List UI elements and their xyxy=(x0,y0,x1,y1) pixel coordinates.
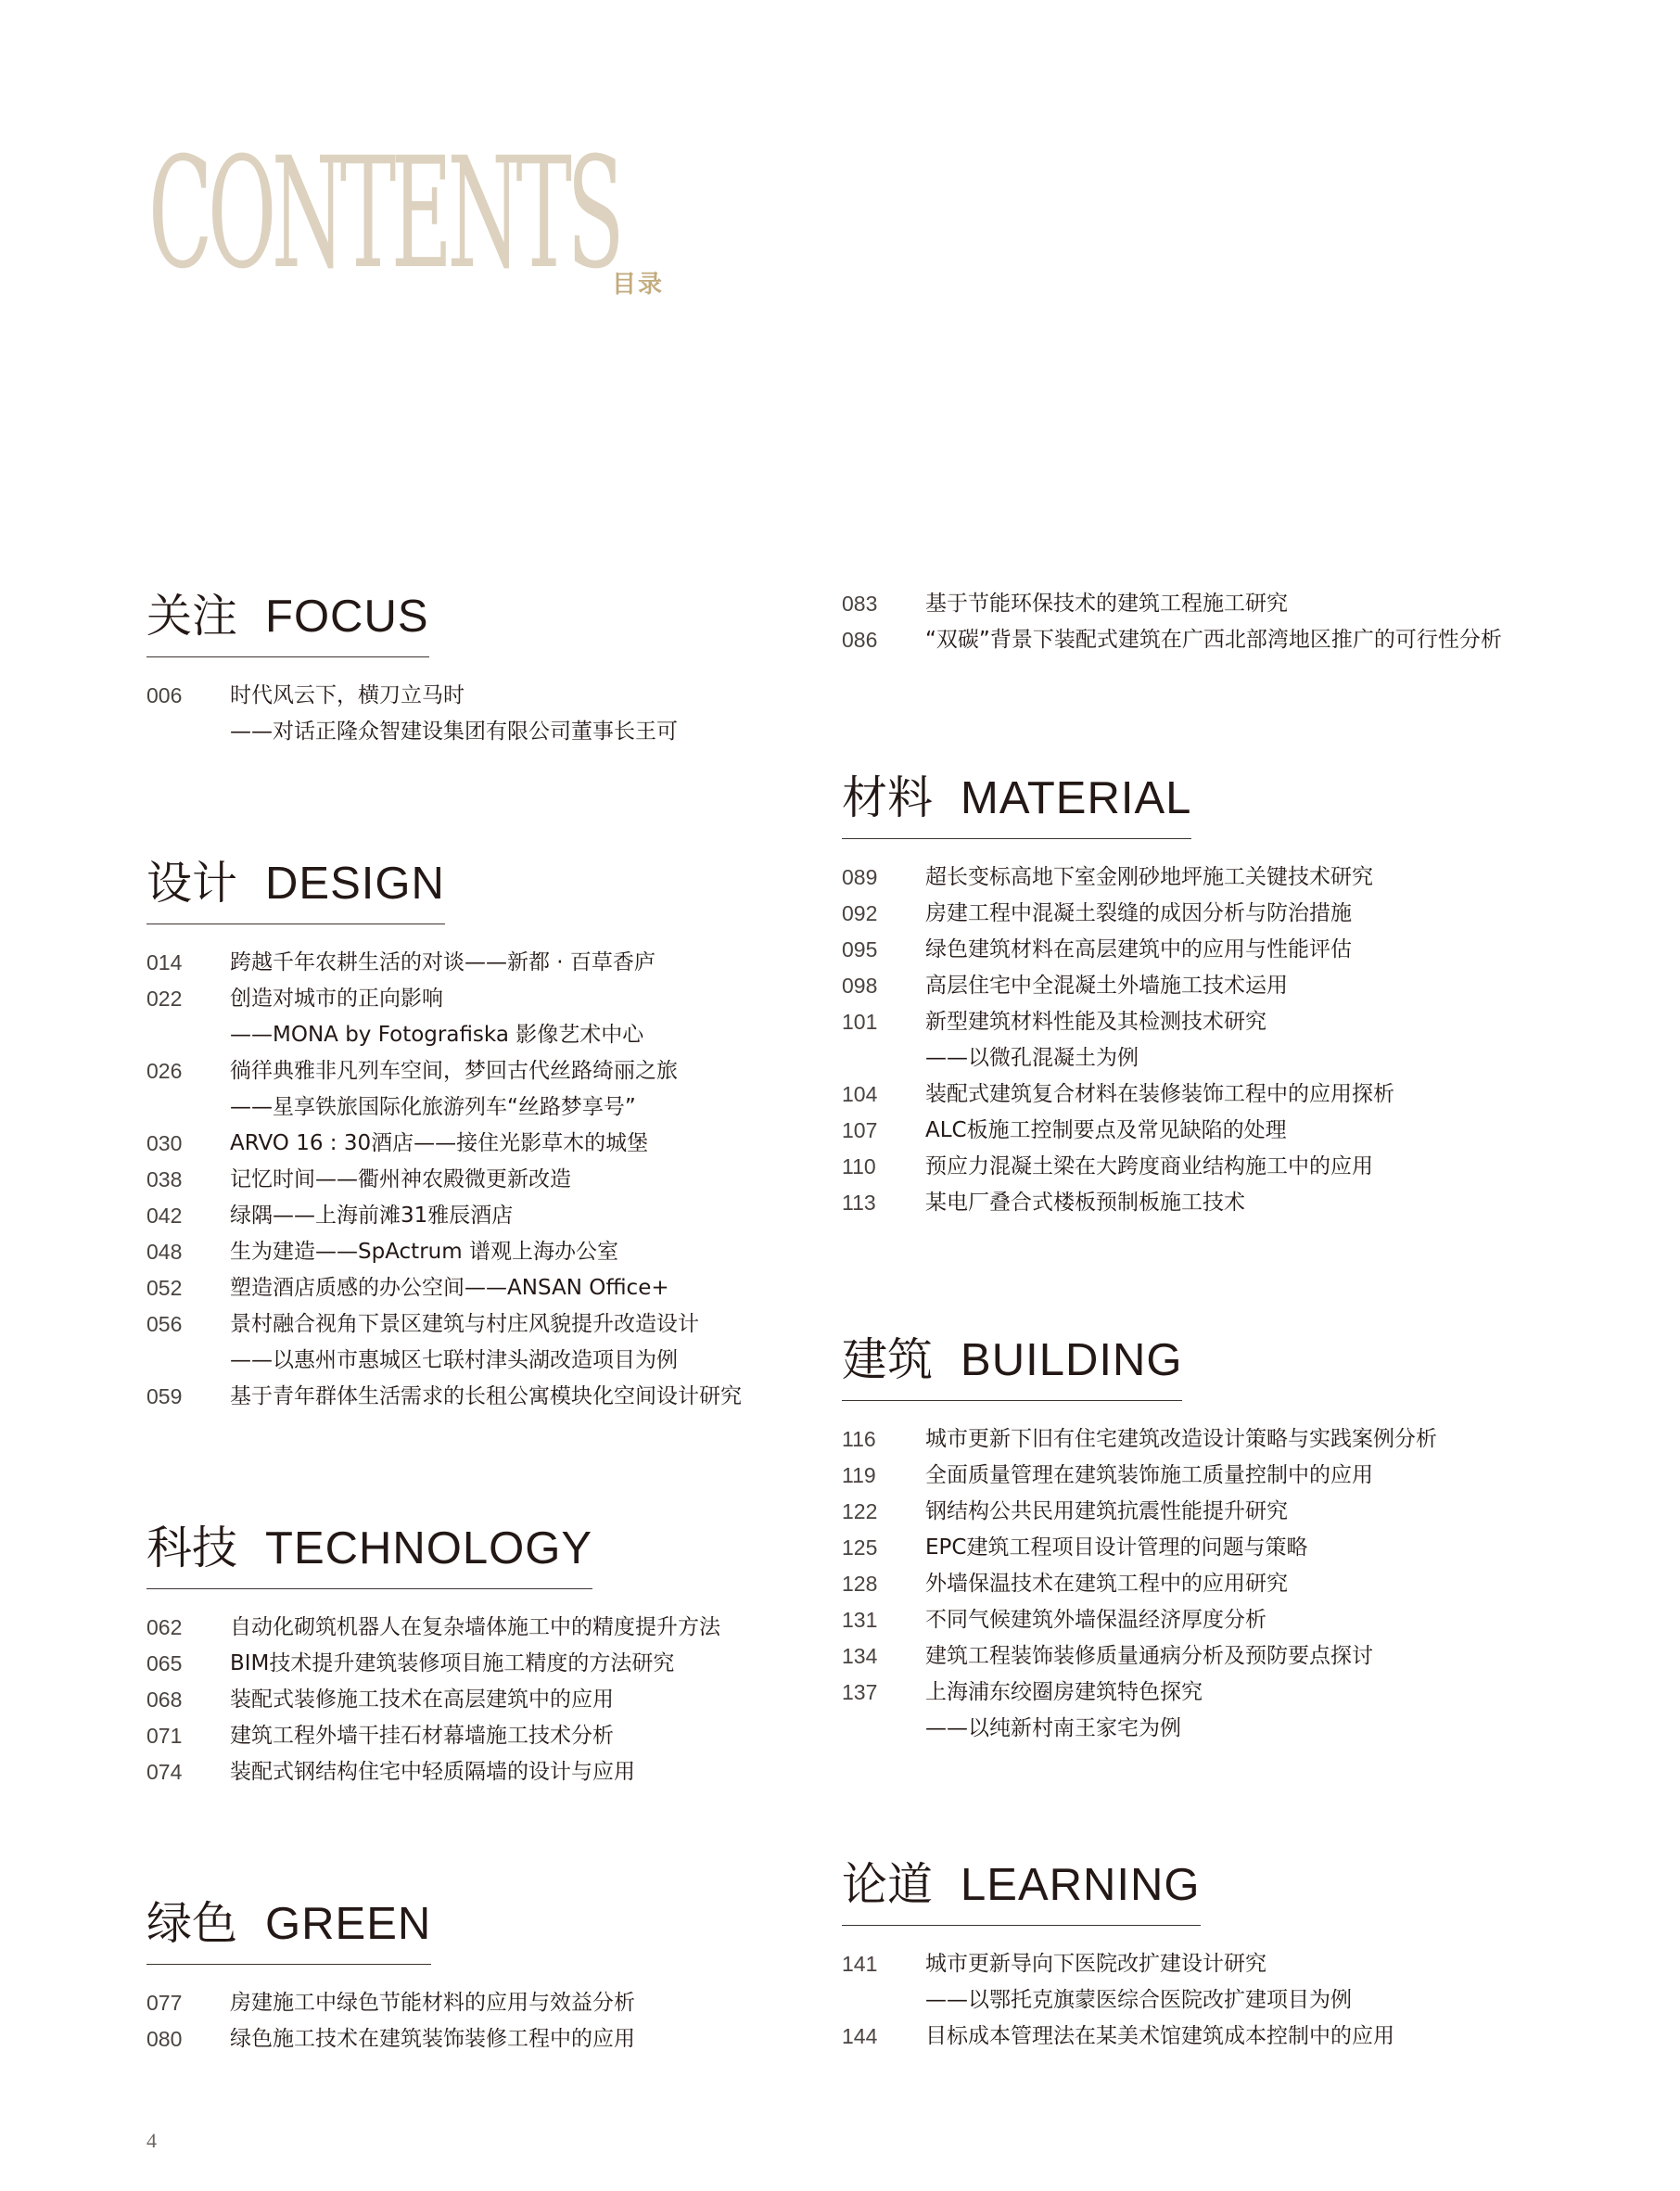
entry-page-number: 080 xyxy=(146,2027,183,2051)
entry-page-number: 141 xyxy=(842,1952,878,1976)
entry-page-number: 038 xyxy=(146,1167,183,1191)
entry-page-number: 098 xyxy=(842,974,878,998)
entry-title: 塑造酒店质感的办公空间——ANSAN Office+ xyxy=(230,1276,669,1300)
entry-title: 高层住宅中全混凝土外墙施工技术运用 xyxy=(925,974,1288,998)
entry-title: 超长变标高地下室金刚砂地坪施工关键技术研究 xyxy=(925,865,1373,889)
entry-page-number: 030 xyxy=(146,1131,183,1155)
section-heading xyxy=(842,771,1192,839)
entry-title: 跨越千年农耕生活的对谈——新都 · 百草香庐 xyxy=(230,950,655,974)
entry-title: 景村融合视角下景区建筑与村庄风貌提升改造设计 xyxy=(230,1312,699,1336)
entry-title: 记忆时间——衢州神农殿微更新改造 xyxy=(230,1167,571,1191)
entry-page-number: 144 xyxy=(842,2024,878,2048)
entry-title: 建筑工程外墙干挂石材幕墙施工技术分析 xyxy=(230,1724,614,1748)
toc-entry[interactable] xyxy=(842,1113,1394,1149)
entry-subtitle: ——以微孔混凝土为例 xyxy=(925,1046,1139,1070)
entry-title: EPC建筑工程项目设计管理的问题与策略 xyxy=(925,1535,1308,1560)
entry-title: 基于青年群体生活需求的长租公寓模块化空间设计研究 xyxy=(230,1384,742,1408)
toc-entry[interactable] xyxy=(842,622,1502,658)
entry-page-number: 048 xyxy=(146,1240,183,1264)
entry-title: 基于节能环保技术的建筑工程施工研究 xyxy=(925,592,1288,616)
toc-entry[interactable] xyxy=(842,1566,1437,1602)
entry-title: 房建施工中绿色节能材料的应用与效益分析 xyxy=(230,1991,635,2015)
entry-title: 绿隅——上海前滩31雅辰酒店 xyxy=(230,1204,514,1228)
entry-page-number: 113 xyxy=(842,1191,876,1215)
entry-title: 不同气候建筑外墙保温经济厚度分析 xyxy=(925,1608,1266,1632)
entry-subtitle: ——对话正隆众智建设集团有限公司董事长王可 xyxy=(230,720,678,744)
toc-entry[interactable] xyxy=(842,932,1394,968)
entry-list xyxy=(842,1946,1394,2055)
contents-subtitle: 目录 xyxy=(612,271,665,299)
entry-title: “双碳”背景下装配式建筑在广西北部湾地区推广的可行性分析 xyxy=(925,628,1502,652)
entry-page-number: 119 xyxy=(842,1463,876,1487)
section-heading-zh: 科技 xyxy=(146,1522,238,1574)
entry-list xyxy=(842,860,1394,1221)
entry-title: 房建工程中混凝土裂缝的成因分析与防治措施 xyxy=(925,901,1352,925)
entry-page-number: 068 xyxy=(146,1688,183,1712)
entry-list xyxy=(146,1985,635,2057)
toc-entry-subtitle-row xyxy=(842,1711,1437,1747)
entry-title: 全面质量管理在建筑装饰施工质量控制中的应用 xyxy=(925,1463,1373,1487)
toc-entry[interactable] xyxy=(146,678,678,714)
toc-entry[interactable] xyxy=(146,1162,742,1198)
toc-entry[interactable] xyxy=(146,1379,742,1415)
entry-page-number: 062 xyxy=(146,1615,183,1639)
entry-title: ALC板施工控制要点及常见缺陷的处理 xyxy=(925,1118,1287,1142)
toc-entry[interactable] xyxy=(842,1421,1437,1458)
toc-entry[interactable] xyxy=(146,1270,742,1306)
toc-entry[interactable] xyxy=(842,860,1394,896)
entry-title: 预应力混凝土梁在大跨度商业结构施工中的应用 xyxy=(925,1154,1373,1178)
toc-entry[interactable] xyxy=(842,968,1394,1004)
section-heading-en: MATERIAL xyxy=(961,773,1192,823)
entry-title: 上海浦东绞圈房建筑特色探究 xyxy=(925,1680,1203,1704)
entry-page-number: 137 xyxy=(842,1680,878,1704)
entry-page-number: 107 xyxy=(842,1118,878,1142)
toc-section xyxy=(842,1858,1394,2055)
entry-title: 新型建筑材料性能及其检测技术研究 xyxy=(925,1010,1266,1034)
section-heading xyxy=(146,1897,432,1965)
toc-entry[interactable] xyxy=(842,1675,1437,1711)
toc-entry[interactable] xyxy=(146,945,742,981)
entry-page-number: 110 xyxy=(842,1154,876,1178)
toc-entry-subtitle-row xyxy=(146,1089,742,1126)
entry-title: 钢结构公共民用建筑抗震性能提升研究 xyxy=(925,1499,1288,1523)
entry-page-number: 065 xyxy=(146,1651,183,1675)
toc-entry[interactable] xyxy=(842,1494,1437,1530)
entry-page-number: 095 xyxy=(842,937,878,962)
section-heading-en: BUILDING xyxy=(961,1335,1183,1385)
toc-entry[interactable] xyxy=(146,1198,742,1234)
toc-entry[interactable] xyxy=(842,896,1394,932)
entry-title: 装配式钢结构住宅中轻质隔墙的设计与应用 xyxy=(230,1760,635,1784)
entry-title: 创造对城市的正向影响 xyxy=(230,987,443,1011)
toc-section xyxy=(146,857,742,1415)
toc-entry[interactable] xyxy=(146,1053,742,1089)
section-heading-zh: 绿色 xyxy=(146,1897,238,1950)
entry-list xyxy=(146,678,678,750)
entry-page-number: 128 xyxy=(842,1572,878,1596)
toc-section xyxy=(146,590,678,750)
entry-list xyxy=(842,586,1502,658)
entry-page-number: 052 xyxy=(146,1276,183,1300)
entry-subtitle: ——以惠州市惠城区七联村津头湖改造项目为例 xyxy=(230,1348,678,1372)
entry-list xyxy=(842,1421,1437,1747)
toc-entry[interactable] xyxy=(842,1602,1437,1638)
section-heading-zh: 论道 xyxy=(842,1858,934,1911)
entry-page-number: 014 xyxy=(146,950,183,974)
entry-page-number: 101 xyxy=(842,1010,878,1034)
entry-page-number: 089 xyxy=(842,865,878,889)
section-heading-en: DESIGN xyxy=(265,859,445,909)
entry-title: 绿色建筑材料在高层建筑中的应用与性能评估 xyxy=(925,937,1352,962)
entry-title: ARVO 16 : 30酒店——接住光影草木的城堡 xyxy=(230,1131,649,1155)
entry-page-number: 059 xyxy=(146,1384,183,1408)
section-heading-zh: 建筑 xyxy=(842,1333,934,1386)
toc-entry[interactable] xyxy=(842,2019,1394,2055)
toc-entry[interactable] xyxy=(842,1076,1394,1113)
section-heading-en: TECHNOLOGY xyxy=(265,1523,593,1573)
toc-section xyxy=(842,771,1394,1221)
toc-entry[interactable] xyxy=(146,1754,720,1790)
toc-section xyxy=(842,586,1502,658)
entry-page-number: 042 xyxy=(146,1204,183,1228)
entry-title: 时代风云下，横刀立马时 xyxy=(230,683,465,707)
toc-entry[interactable] xyxy=(842,1004,1394,1040)
entry-title: BIM技术提升建筑装修项目施工精度的方法研究 xyxy=(230,1651,675,1675)
entry-page-number: 071 xyxy=(146,1724,183,1748)
section-heading-zh: 材料 xyxy=(842,771,934,824)
toc-entry[interactable] xyxy=(842,1458,1437,1494)
contents-title: CONTENTS xyxy=(148,124,620,302)
entry-page-number: 026 xyxy=(146,1059,183,1083)
section-heading-en: GREEN xyxy=(265,1899,432,1949)
toc-entry[interactable] xyxy=(842,1530,1437,1566)
section-heading xyxy=(842,1333,1183,1401)
section-heading xyxy=(146,590,429,657)
entry-title: 徜徉典雅非凡列车空间，梦回古代丝路绮丽之旅 xyxy=(230,1059,678,1083)
entry-list xyxy=(146,945,742,1415)
entry-title: 建筑工程装饰装修质量通病分析及预防要点探讨 xyxy=(925,1644,1373,1668)
entry-title: 外墙保温技术在建筑工程中的应用研究 xyxy=(925,1572,1288,1596)
toc-entry[interactable] xyxy=(146,1718,720,1754)
entry-title: 某电厂叠合式楼板预制板施工技术 xyxy=(925,1191,1245,1215)
entry-page-number: 077 xyxy=(146,1991,183,2015)
toc-entry[interactable] xyxy=(146,1610,720,1646)
entry-page-number: 074 xyxy=(146,1760,183,1784)
toc-entry-subtitle-row xyxy=(146,714,678,750)
toc-entry-subtitle-row xyxy=(842,1040,1394,1076)
toc-entry-subtitle-row xyxy=(146,1017,742,1053)
toc-entry[interactable] xyxy=(146,1126,742,1162)
entry-title: 装配式建筑复合材料在装修装饰工程中的应用探析 xyxy=(925,1082,1394,1106)
entry-subtitle: ——MONA by Fotografiska 影像艺术中心 xyxy=(230,1023,644,1047)
entry-list xyxy=(146,1610,720,1790)
section-heading-en: FOCUS xyxy=(265,592,429,642)
section-heading xyxy=(146,1522,593,1589)
entry-title: 城市更新导向下医院改扩建设计研究 xyxy=(925,1952,1266,1976)
toc-entry[interactable] xyxy=(146,1682,720,1718)
toc-entry[interactable] xyxy=(842,1638,1437,1675)
entry-page-number: 092 xyxy=(842,901,878,925)
toc-entry[interactable] xyxy=(146,2021,635,2057)
toc-section xyxy=(842,1333,1437,1747)
entry-title: 装配式装修施工技术在高层建筑中的应用 xyxy=(230,1688,614,1712)
toc-entry[interactable] xyxy=(842,1185,1394,1221)
entry-title: 目标成本管理法在某美术馆建筑成本控制中的应用 xyxy=(925,2024,1394,2048)
toc-entry-subtitle-row xyxy=(146,1343,742,1379)
toc-entry-subtitle-row xyxy=(842,1982,1394,2019)
entry-title: 城市更新下旧有住宅建筑改造设计策略与实践案例分析 xyxy=(925,1427,1437,1451)
entry-page-number: 083 xyxy=(842,592,878,616)
toc-entry[interactable] xyxy=(146,1646,720,1682)
entry-subtitle: ——星享铁旅国际化旅游列车“丝路梦享号” xyxy=(230,1095,636,1119)
section-heading-zh: 设计 xyxy=(146,857,238,910)
entry-subtitle: ——以鄂托克旗蒙医综合医院改扩建项目为例 xyxy=(925,1988,1352,2012)
entry-page-number: 116 xyxy=(842,1427,876,1451)
entry-page-number: 122 xyxy=(842,1499,878,1523)
section-heading xyxy=(842,1858,1201,1926)
entry-page-number: 056 xyxy=(146,1312,183,1336)
entry-page-number: 131 xyxy=(842,1608,878,1632)
entry-page-number: 086 xyxy=(842,628,878,652)
entry-page-number: 006 xyxy=(146,683,183,707)
toc-entry[interactable] xyxy=(146,981,742,1017)
entry-page-number: 125 xyxy=(842,1535,878,1560)
entry-title: 自动化砌筑机器人在复杂墙体施工中的精度提升方法 xyxy=(230,1615,720,1639)
page-number: 4 xyxy=(146,2129,157,2152)
section-heading-zh: 关注 xyxy=(146,590,238,643)
toc-entry[interactable] xyxy=(146,1306,742,1343)
entry-title: 绿色施工技术在建筑装饰装修工程中的应用 xyxy=(230,2027,635,2051)
toc-section xyxy=(146,1522,720,1790)
entry-page-number: 134 xyxy=(842,1644,878,1668)
entry-page-number: 104 xyxy=(842,1082,878,1106)
toc-entry[interactable] xyxy=(842,1149,1394,1185)
entry-title: 生为建造——SpActrum 谱观上海办公室 xyxy=(230,1240,618,1264)
section-heading xyxy=(146,857,445,924)
entry-page-number: 022 xyxy=(146,987,183,1011)
toc-section xyxy=(146,1897,635,2057)
section-heading-en: LEARNING xyxy=(961,1860,1201,1910)
toc-entry[interactable] xyxy=(146,1985,635,2021)
toc-entry[interactable] xyxy=(842,586,1502,622)
toc-entry[interactable] xyxy=(842,1946,1394,1982)
entry-subtitle: ——以纯新村南王家宅为例 xyxy=(925,1716,1181,1740)
toc-entry[interactable] xyxy=(146,1234,742,1270)
